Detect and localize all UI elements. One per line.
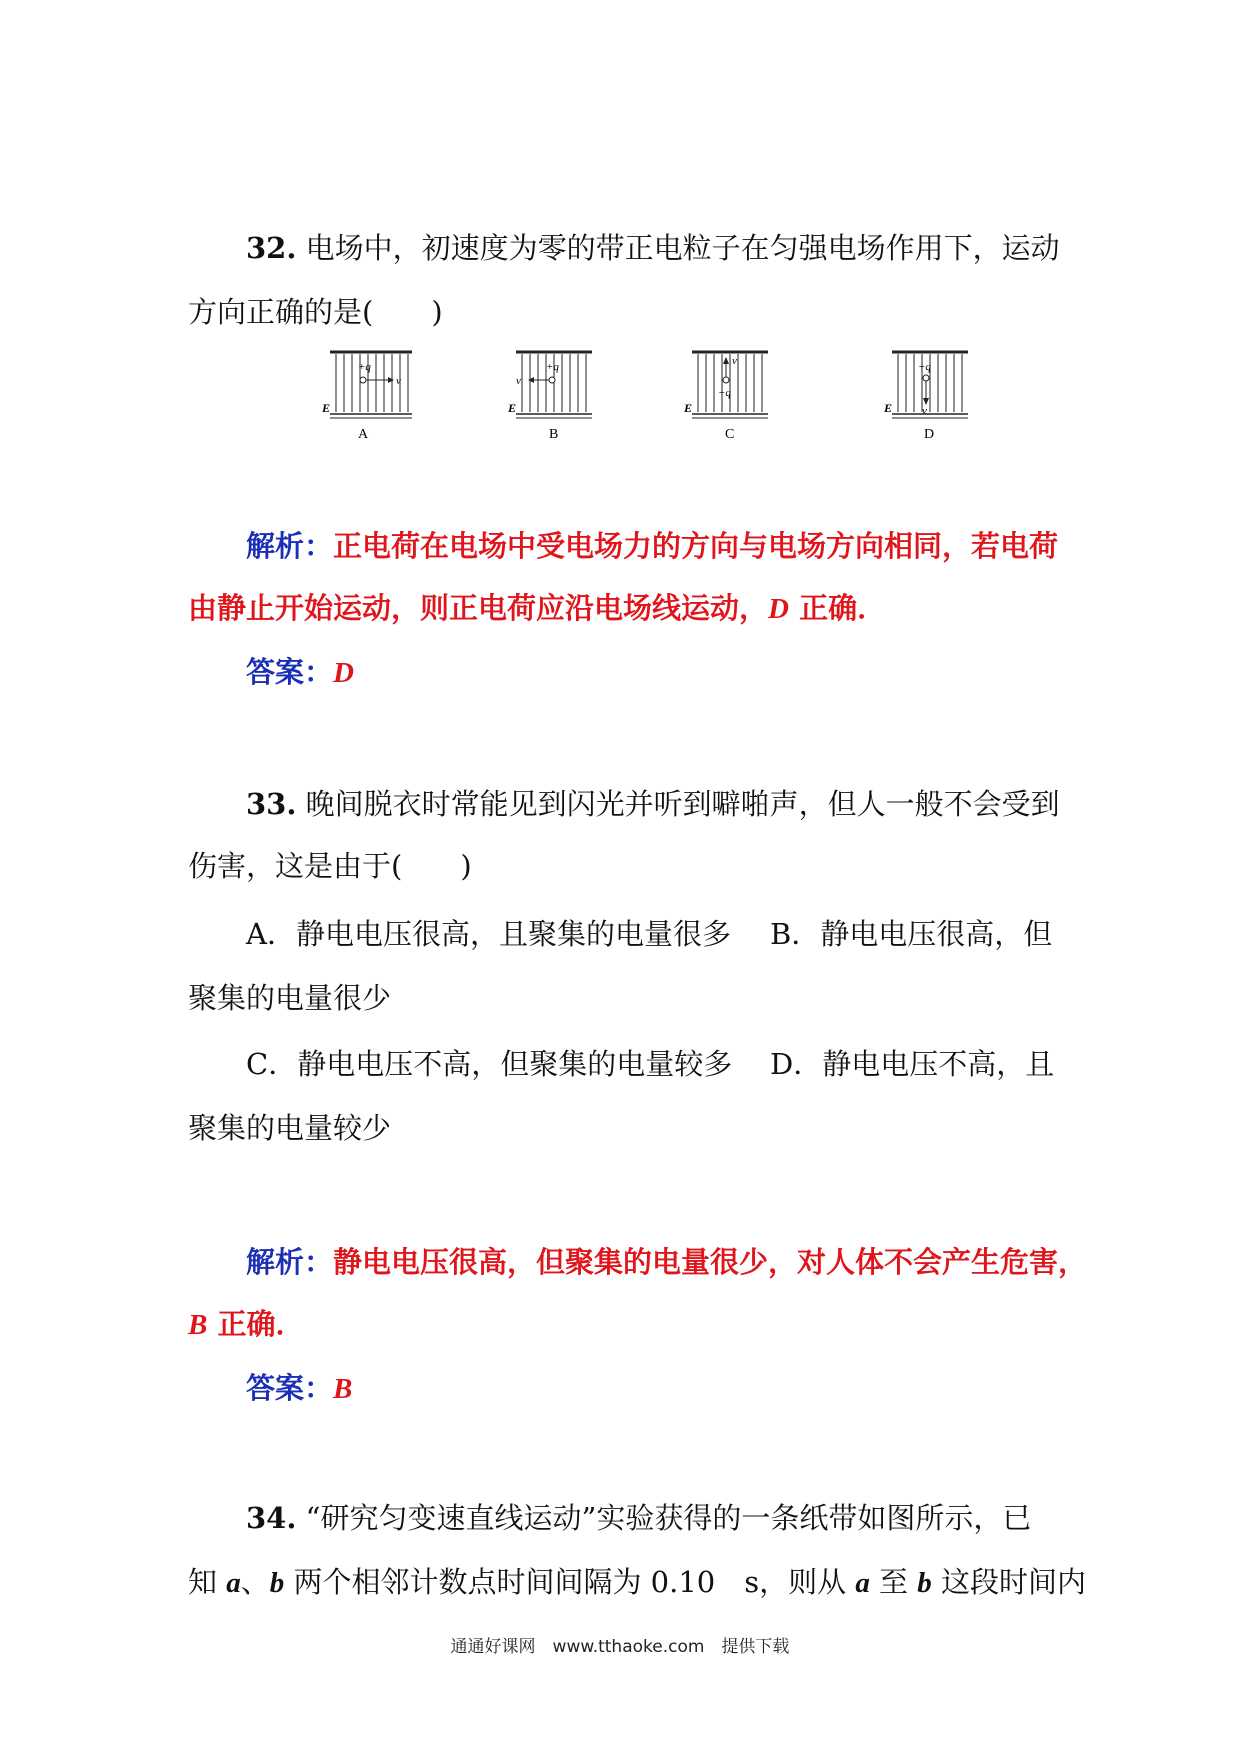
q32-stem-1: 电场中，初速度为零的带正电粒子在匀强电场作用下，运动	[305, 231, 1060, 265]
velocity-label-b: v	[516, 375, 521, 387]
q32-analysis-line2	[188, 590, 886, 627]
q32-answer-label: 答案：	[246, 655, 334, 689]
q33-number: 33.	[246, 787, 297, 821]
q33-analysis-text-2: 正确．	[207, 1307, 305, 1341]
q32-analysis-text-1: 正电荷在电场中受电场力的方向与电场方向相同，若电荷	[333, 529, 1059, 563]
charge-label-c: +q	[718, 387, 731, 399]
page-footer: 通通好课网 www.tthaoke.com 提供下载	[450, 1637, 790, 1657]
q33-option-a: A．静电电压很高，且聚集的电量很多	[246, 917, 731, 951]
q32-analysis-line1	[246, 528, 1058, 564]
field-label-a: E	[322, 401, 331, 415]
q33-stem-1: 晚间脱衣时常能见到闪光并听到噼啪声，但人一般不会受到	[305, 787, 1060, 821]
field-label-d: E	[884, 401, 893, 415]
charge-label-a: +q	[358, 361, 371, 373]
option-label-b: B	[549, 427, 559, 442]
q32-line2	[188, 294, 443, 330]
q34-text-c: 两个相邻计数点时间间隔为 0.10 s，则从	[284, 1565, 856, 1599]
q32-analysis-text-3: 正确．	[788, 591, 887, 625]
field-label-c: E	[684, 401, 693, 415]
q33-options-cd	[246, 1046, 732, 1082]
q34-text-d: 至	[869, 1565, 918, 1599]
q33-option-b: B．静电电压很高，但	[770, 917, 1053, 951]
q33-line1	[246, 786, 1060, 822]
q33-option-b-cont	[188, 980, 391, 1016]
q33-analysis-line2	[188, 1306, 304, 1343]
q34-text-e: 这段时间内	[931, 1565, 1086, 1599]
option-label-a: A	[358, 427, 369, 442]
q33-analysis-var: B	[188, 1309, 208, 1341]
q32-analysis-var: D	[768, 593, 789, 625]
q32-stem-2: 方向正确的是( )	[188, 295, 443, 329]
option-label-c: C	[725, 427, 735, 442]
q33-options-ab	[246, 916, 731, 952]
q33-answer-line	[246, 1370, 352, 1407]
q32-answer-line	[246, 654, 354, 691]
q33-option-b-2: 聚集的电量很少	[188, 981, 392, 1015]
q33-option-c: C．静电电压不高，但聚集的电量较多	[246, 1047, 733, 1081]
q34-var-b2: b	[917, 1567, 932, 1599]
q34-text-a: 知	[188, 1565, 227, 1599]
q33-line2	[188, 848, 472, 884]
figure-option-c	[684, 348, 794, 444]
q32-number: 32.	[246, 231, 297, 265]
q33-answer: B	[333, 1373, 353, 1405]
q34-var-b1: b	[269, 1567, 285, 1599]
velocity-label-a: v	[396, 375, 401, 387]
q34-stem-1: “研究匀变速直线运动”实验获得的一条纸带如图所示，已	[305, 1501, 1032, 1535]
q33-stem-2: 伤害，这是由于( )	[188, 849, 472, 883]
q32-analysis-label: 解析：	[246, 529, 334, 563]
option-label-d: D	[924, 427, 935, 442]
q34-var-a1: a	[226, 1567, 241, 1599]
q34-number: 34.	[246, 1501, 297, 1535]
q33-option-d-2: 聚集的电量较少	[188, 1111, 392, 1145]
figure-option-a	[322, 348, 432, 444]
q32-answer: D	[333, 657, 354, 689]
q33-analysis-text-1: 静电电压很高，但聚集的电量很少，对人体不会产生危害，	[333, 1245, 1088, 1279]
q33-answer-label: 答案：	[246, 1371, 334, 1405]
figure-option-b	[508, 348, 618, 444]
q34-text-b: 、	[240, 1565, 270, 1599]
q34-line1	[246, 1500, 1031, 1536]
q33-option-d-line	[770, 1046, 1054, 1082]
q33-option-d: D．静电电压不高，且	[770, 1047, 1055, 1081]
charge-label-d: +q	[918, 361, 931, 373]
charge-label-b: +q	[546, 361, 559, 373]
figure-option-d	[884, 348, 994, 444]
q34-line2	[188, 1564, 1086, 1601]
q33-option-b-line	[770, 916, 1052, 952]
q32-analysis-text-2: 由静止开始运动，则正电荷应沿电场线运动，	[188, 591, 769, 625]
velocity-label-c: v	[732, 355, 737, 367]
velocity-label-d: v	[922, 405, 927, 417]
field-label-b: E	[508, 401, 517, 415]
q32-line1	[246, 230, 1060, 266]
q34-var-a2: a	[855, 1567, 870, 1599]
q33-analysis-label: 解析：	[246, 1245, 334, 1279]
q33-option-d-cont	[188, 1110, 391, 1146]
q33-analysis-line1	[246, 1244, 1087, 1280]
